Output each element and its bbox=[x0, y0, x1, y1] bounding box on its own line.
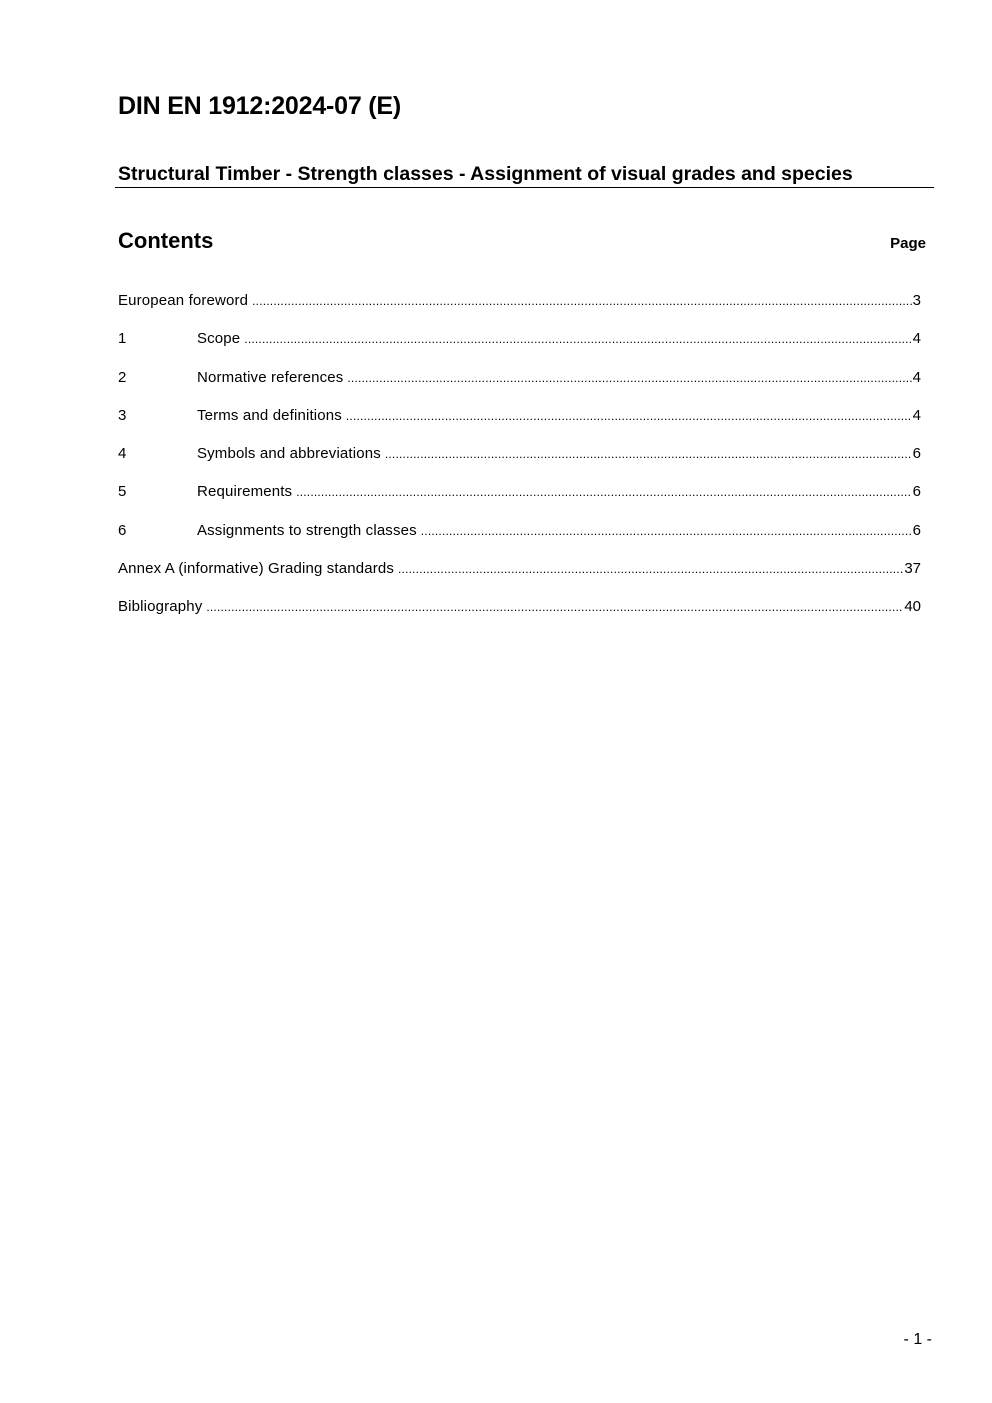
toc-dot-leader bbox=[244, 329, 911, 349]
document-id: DIN EN 1912:2024-07 (E) bbox=[118, 92, 402, 120]
toc-entry-label: Requirements bbox=[197, 483, 293, 501]
toc-entry-european-foreword[interactable] bbox=[118, 291, 921, 329]
toc-entry-label: Terms and definitions bbox=[197, 406, 342, 424]
contents-heading: Contents bbox=[118, 228, 214, 253]
toc-entry-normative-references[interactable] bbox=[118, 368, 921, 406]
toc-entry-page: 37 bbox=[904, 560, 921, 578]
document-title: Structural Timber - Strength classes - Assignment of visual grades and species bbox=[118, 163, 853, 185]
toc-dot-leader bbox=[385, 444, 912, 464]
toc-entry-page: 4 bbox=[912, 330, 921, 348]
toc-dot-leader bbox=[296, 482, 911, 502]
toc-entry-number: 1 bbox=[118, 330, 127, 348]
toc-entry-page: 40 bbox=[904, 598, 921, 616]
toc-entry-scope[interactable] bbox=[118, 329, 921, 367]
toc-entry-label: Scope bbox=[197, 330, 241, 348]
toc-entry-label: Normative references bbox=[197, 368, 344, 386]
toc-entry-annex-a[interactable] bbox=[118, 559, 921, 597]
table-of-contents bbox=[118, 291, 921, 636]
toc-entry-number: 4 bbox=[118, 445, 127, 463]
toc-dot-leader bbox=[252, 291, 912, 311]
toc-entry-page: 6 bbox=[912, 483, 921, 501]
toc-entry-assignments-to-strength-classes[interactable] bbox=[118, 521, 921, 559]
toc-entry-number: 6 bbox=[118, 521, 127, 539]
toc-entry-page: 4 bbox=[912, 406, 921, 424]
toc-entry-bibliography[interactable] bbox=[118, 597, 921, 635]
toc-entry-number: 5 bbox=[118, 483, 127, 501]
toc-dot-leader bbox=[347, 368, 911, 388]
toc-entry-symbols-and-abbreviations[interactable] bbox=[118, 444, 921, 482]
toc-entry-terms-and-definitions[interactable] bbox=[118, 406, 921, 444]
toc-entry-requirements[interactable] bbox=[118, 482, 921, 520]
toc-dot-leader bbox=[346, 406, 912, 426]
title-underline bbox=[115, 187, 934, 188]
toc-dot-leader bbox=[206, 597, 903, 617]
toc-entry-page: 6 bbox=[912, 521, 921, 539]
toc-dot-leader bbox=[421, 521, 912, 541]
page-column-heading: Page bbox=[890, 235, 926, 252]
toc-entry-label: Symbols and abbreviations bbox=[197, 445, 381, 463]
toc-entry-page: 4 bbox=[912, 368, 921, 386]
toc-entry-label: Assignments to strength classes bbox=[197, 521, 417, 539]
toc-entry-number: 2 bbox=[118, 368, 127, 386]
toc-entry-label: Bibliography bbox=[118, 598, 203, 616]
toc-entry-label: European foreword bbox=[118, 292, 249, 309]
toc-entry-label: Annex A (informative) Grading standards bbox=[118, 560, 394, 578]
toc-dot-leader bbox=[398, 559, 903, 579]
toc-entry-page: 3 bbox=[912, 292, 921, 309]
page-number: - 1 - bbox=[903, 1331, 932, 1348]
toc-entry-number: 3 bbox=[118, 406, 127, 424]
toc-entry-page: 6 bbox=[912, 445, 921, 463]
